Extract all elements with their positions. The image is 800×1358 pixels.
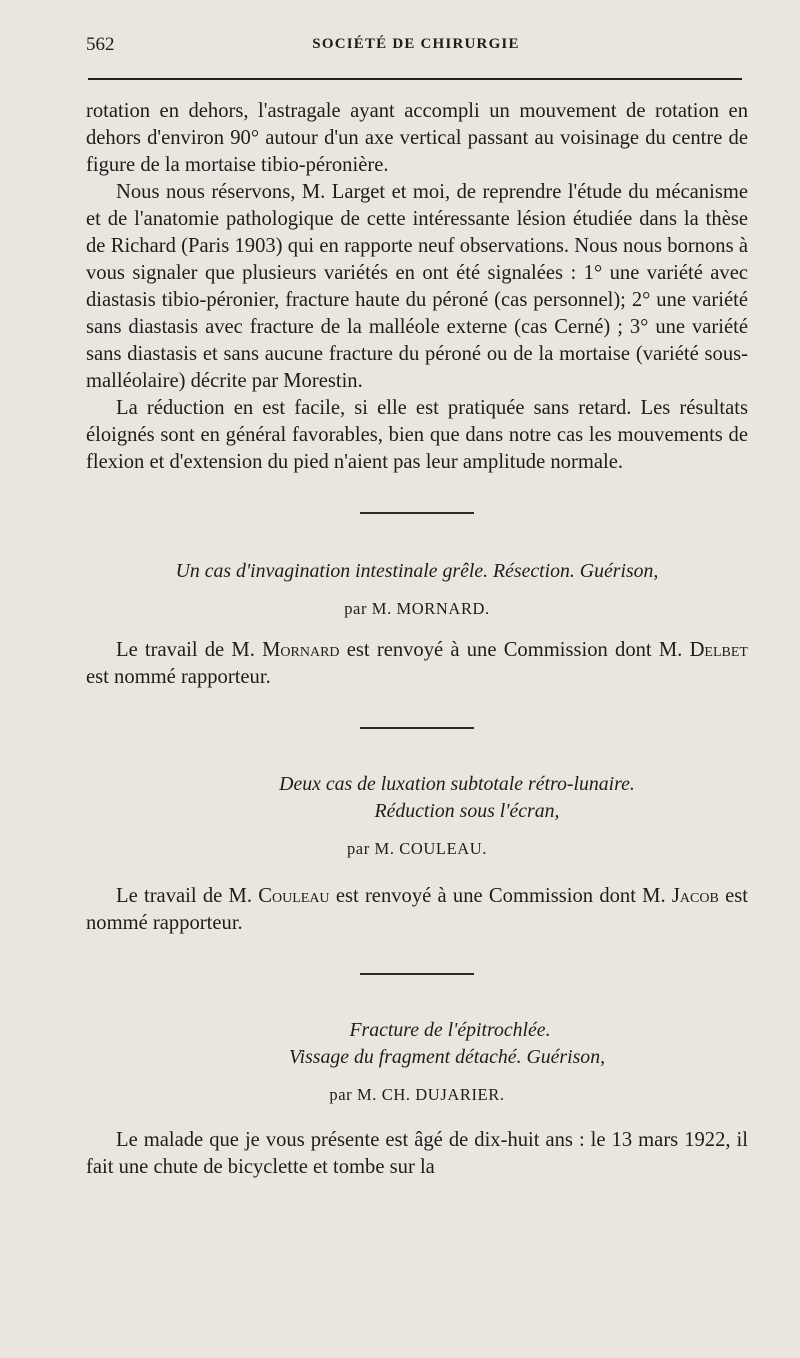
byline-dujarier: par M. CH. DUJARIER. <box>329 1085 505 1104</box>
section-separator <box>360 973 474 975</box>
text-fragment: est renvoyé à une Commission dont M. <box>346 639 683 661</box>
text-fragment: est nommé rapporteur. <box>86 885 748 934</box>
reporter-name: Jacob <box>671 885 719 907</box>
page-header <box>86 34 746 60</box>
paragraph-mornard-commission <box>86 637 748 691</box>
author-name: Couleau <box>258 885 330 907</box>
page-number: 562 <box>86 34 115 55</box>
paragraph-reduction: La réduction en est facile, si elle est pratiquée sans retard. Les résultats éloignés sont en général favorables, bien que dans notre cas les mouvements de flexion et d'extension du pied n'aient pas leur amplitude normale. <box>86 397 748 473</box>
article-title-epitrochlee-line1: Fracture de l'épitrochlée. <box>349 1019 551 1041</box>
reporter-name: Delbet <box>689 639 748 661</box>
text-fragment: Le travail de M. <box>116 639 255 661</box>
text-fragment: est nommé rapporteur. <box>86 666 271 688</box>
section-separator <box>360 512 474 514</box>
text-fragment: est renvoyé à une Commission dont M. <box>335 885 666 907</box>
paragraph-reservation: Nous nous réservons, M. Larget et moi, de reprendre l'étude du mécanisme et de l'anatomie pathologique de cette intéressante lésion étudiée dans la thèse de Richard (Paris 1903) qui en rapporte neuf observations. Nous nous bornons à vous signaler que plusieurs variétés en ont été signalées : 1° une variété avec diastasis tibio-péronier, fracture haute du péroné (cas personnel); 2° une variété sans diastasis avec fracture de la malléole externe (cas Cerné) ; 3° une variété sans diastasis et sans aucune fracture du péroné ou de la mortaise (variété sous-malléolaire) décrite par Morestin. <box>86 181 748 392</box>
article-title-luxation-line1: Deux cas de luxation subtotale rétro-lunaire. <box>279 773 635 795</box>
page-body <box>86 98 748 1181</box>
author-name: Mornard <box>262 639 340 661</box>
running-title: SOCIÉTÉ DE CHIRURGIE <box>312 36 520 52</box>
article-title-invagination: Un cas d'invagination intestinale grêle. Résection. Guérison, <box>175 560 659 582</box>
byline-mornard: par M. MORNARD. <box>344 599 490 618</box>
paragraph-dujarier-case: Le malade que je vous présente est âgé de dix-huit ans : le 13 mars 1922, il fait une chute de bicyclette et tombe sur la <box>86 1129 748 1178</box>
header-rule <box>88 78 742 80</box>
paragraph-continuation: rotation en dehors, l'astragale ayant accompli un mouvement de rotation en dehors d'environ 90° autour d'un axe vertical passant au voisinage du centre de figure de la mortaise tibio-péronière. <box>86 100 748 176</box>
text-fragment: Le travail de M. <box>116 885 252 907</box>
byline-couleau: par M. COULEAU. <box>346 839 488 858</box>
section-separator <box>360 727 474 729</box>
paragraph-couleau-commission <box>86 883 748 937</box>
article-title-luxation-line2: Réduction sous l'écran, <box>374 800 560 822</box>
article-title-epitrochlee-line2: Vissage du fragment détaché. Guérison, <box>288 1046 606 1068</box>
